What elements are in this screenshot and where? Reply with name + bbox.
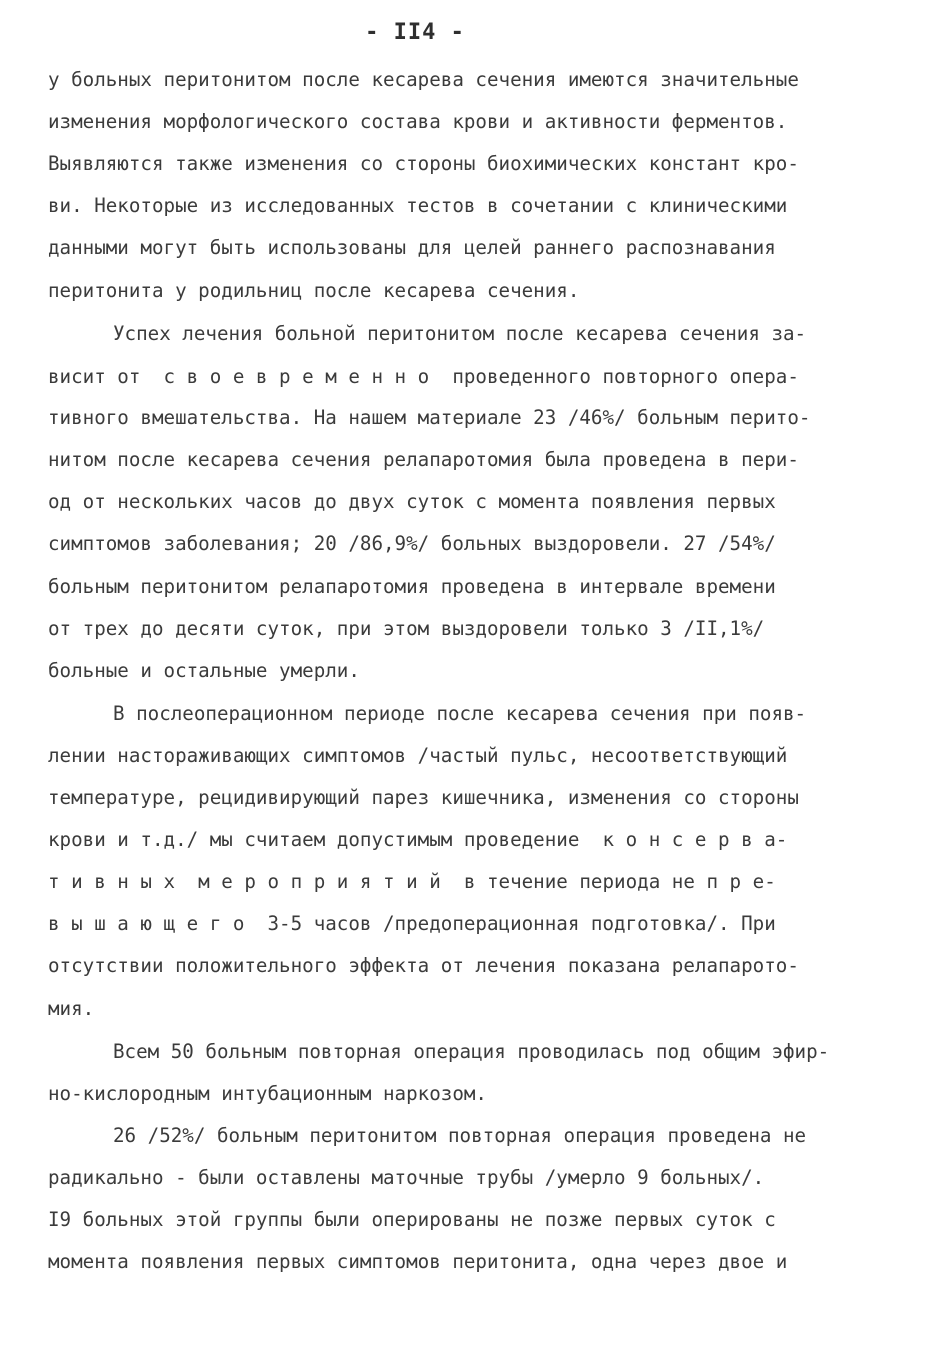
text-line: больные и остальные умерли. — [48, 659, 360, 682]
text-line: данными могут быть использованы для целей раннего распознавания — [48, 236, 776, 259]
text-line: в ы ш а ю щ е г о 3-5 часов /предоперационная подготовка/. При — [48, 912, 776, 935]
text-line: Успех лечения больной перитонитом после кесарева сечения за- — [113, 322, 807, 345]
text-line: больным перитонитом релапаротомия проведена в интервале времени — [48, 575, 776, 598]
text-line: ви. Некоторые из исследованных тестов в сочетании с клиническими — [48, 194, 788, 217]
text-line: лении настораживающих симптомов /частый пульс, несоответствующий — [48, 744, 788, 767]
text-line: изменения морфологического состава крови и активности ферментов. — [48, 110, 788, 133]
text-line: 26 /52%/ больным перитонитом повторная операция проведена не — [113, 1124, 807, 1147]
text-line: нитом после кесарева сечения релапаротомия была проведена в пери- — [48, 448, 799, 471]
text-line: висит от с в о е в р е м е н н о проведенного повторного опера- — [48, 365, 799, 388]
text-line: радикально - были оставлены маточные трубы /умерло 9 больных/. — [48, 1166, 765, 1189]
text-line: перитонита у родильниц после кесарева сечения. — [48, 279, 580, 302]
text-line: В послеоперационном периоде после кесарева сечения при появ- — [113, 702, 807, 725]
text-line: у больных перитонитом после кесарева сечения имеются значительные — [48, 68, 799, 91]
text-line: I9 больных этой группы были оперированы не позже первых суток с — [48, 1208, 776, 1231]
text-line: симптомов заболевания; 20 /86,9%/ больных выздоровели. 27 /54%/ — [48, 532, 776, 555]
text-line: Всем 50 больным повторная операция проводилась под общим эфир- — [113, 1040, 830, 1063]
text-line: отсутствии положительного эффекта от лечения показана релапарото- — [48, 954, 799, 977]
page-number: - II4 - — [365, 20, 465, 45]
text-line: тивного вмешательства. На нашем материале 23 /46%/ больным перито- — [48, 406, 811, 429]
text-line: од от нескольких часов до двух суток с момента появления первых — [48, 490, 776, 513]
text-line: Выявляются также изменения со стороны биохимических констант кро- — [48, 152, 799, 175]
text-line: мия. — [48, 997, 95, 1020]
text-line: момента появления первых симптомов перитонита, одна через двое и — [48, 1250, 788, 1273]
text-line: т и в н ы х м е р о п р и я т и й в течение периода не п р е- — [48, 870, 776, 893]
text-line: температуре, рецидивирующий парез кишечника, изменения со стороны — [48, 786, 799, 809]
text-line: от трех до десяти суток, при этом выздоровели только 3 /II,1%/ — [48, 617, 765, 640]
text-line: но-кислородным интубационным наркозом. — [48, 1082, 487, 1105]
text-line: крови и т.д./ мы считаем допустимым проведение к о н с е р в а- — [48, 828, 788, 851]
